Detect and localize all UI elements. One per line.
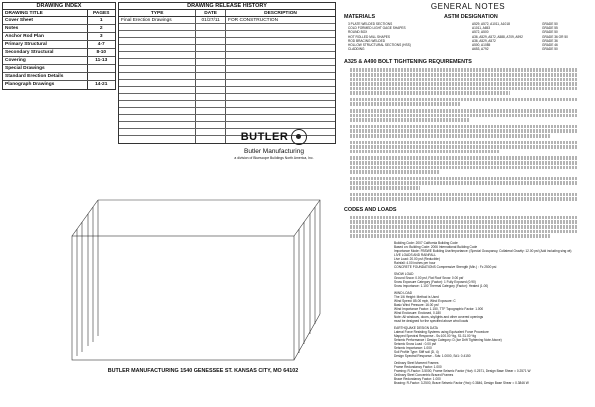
table-row	[119, 31, 335, 38]
load-line: SNOW LOAD	[394, 271, 414, 276]
drawing-pages: 8-10	[96, 50, 107, 55]
drawing-index-header	[3, 10, 115, 17]
release-date: 01/27/11	[196, 17, 226, 23]
paragraph	[344, 109, 592, 122]
material-item: COLD FORMED LIGHT GAGE SHAPES	[348, 26, 406, 31]
material-grade-value: GRADE 36 OR 50	[542, 34, 568, 39]
load-line: EARTHQUAKE DESIGN DATA	[394, 325, 438, 330]
empty-cell	[196, 94, 226, 100]
paragraph	[344, 193, 592, 201]
drawing-title: Secondary Structural	[3, 49, 88, 56]
text-line	[350, 102, 460, 106]
drawing-pages: 2	[99, 26, 103, 31]
empty-cell	[196, 59, 226, 65]
text-line	[350, 118, 470, 122]
codes-intro-text	[344, 216, 592, 238]
material-grade-value: GRADE 50	[542, 47, 558, 52]
paragraph	[344, 156, 592, 173]
drawing-index-table	[2, 2, 116, 90]
materials-table	[344, 22, 592, 51]
material-item: ROUND BOX	[348, 30, 368, 35]
material-astm-value: A36, A529, A572	[472, 38, 496, 43]
load-line: Bracing: R-Factor: 3.2500, Brace Seismic Factor (%w): 0.3846, Design Base Shear = 0.3846 W	[394, 380, 529, 385]
empty-cell	[226, 115, 335, 121]
text-line	[350, 91, 510, 95]
drawing-pages	[88, 73, 116, 80]
table-row	[119, 45, 335, 52]
material-astm	[472, 22, 542, 51]
empty-cell	[226, 101, 335, 107]
release-history-header	[119, 10, 335, 17]
butler-logo	[218, 128, 330, 160]
text-line	[350, 98, 578, 102]
table-row	[3, 25, 115, 33]
material-item: ROD BRACING WELDED	[348, 38, 386, 43]
empty-cell	[119, 31, 196, 37]
text-line	[350, 186, 420, 190]
table-row	[119, 87, 335, 94]
load-line: Seismic Snow Load : 0.00 psf	[394, 341, 436, 346]
empty-cell	[119, 87, 196, 93]
table-row	[3, 33, 115, 41]
material-grade-value: GRADE 46	[542, 42, 558, 47]
release-empty-rows	[119, 24, 335, 143]
load-line: Lateral Force Resisting Systems using Equivalent Force Procedure	[394, 329, 489, 334]
release-history-title: DRAWING RELEASE HISTORY	[119, 3, 335, 10]
text-line	[350, 177, 578, 181]
load-line: Design Spectral Response - Sds: 1.0000, Sd1: 0.4150	[394, 353, 471, 358]
empty-cell	[226, 94, 335, 100]
text-line	[350, 225, 578, 229]
text-line	[350, 82, 578, 86]
table-row	[119, 38, 335, 45]
material-grade-value: GRADE 36	[542, 38, 558, 43]
text-line	[350, 197, 578, 201]
load-line: Wind Importance Factor: 1.150, TTF Topographic Factor: 1.000	[394, 306, 484, 311]
load-line: Frame Redundancy Factor: 1.000	[394, 364, 442, 369]
load-line: Seismic Importance: 1.000	[394, 345, 432, 350]
empty-cell	[196, 115, 226, 121]
empty-cell	[119, 94, 196, 100]
drawing-title: Special Drawings	[3, 65, 88, 72]
empty-cell	[196, 101, 226, 107]
text-line	[350, 109, 578, 113]
paragraph	[344, 125, 592, 138]
table-row	[119, 52, 335, 59]
text-line	[350, 145, 578, 149]
empty-cell	[196, 45, 226, 51]
loads-list	[394, 241, 592, 385]
text-line	[350, 73, 578, 77]
drawing-pages	[88, 65, 116, 72]
table-row	[119, 59, 335, 66]
text-line	[350, 134, 550, 138]
release-description: FOR CONSTRUCTION	[228, 18, 279, 23]
empty-cell	[226, 45, 335, 51]
empty-cell	[196, 80, 226, 86]
text-line	[350, 234, 550, 238]
text-line	[350, 170, 440, 174]
material-item: CLADDING	[348, 47, 365, 52]
table-row	[3, 73, 115, 81]
material-items	[344, 22, 472, 51]
load-line: Snow Exposure Category (Factor): 1 Fully Exposed (0.90)	[394, 279, 476, 284]
material-item: 3 PLATE WELDED SECTIONS	[348, 22, 393, 26]
paragraph	[344, 216, 592, 238]
drawing-title: Cover Sheet	[3, 17, 88, 24]
empty-cell	[196, 108, 226, 114]
load-line: The 1/6 Height: Method is Used	[394, 294, 439, 299]
text-line	[350, 68, 578, 72]
empty-cell	[119, 66, 196, 72]
material-astm-value: A572, A500	[472, 30, 489, 35]
table-row	[3, 41, 115, 49]
empty-cell	[226, 38, 335, 44]
text-line	[350, 230, 578, 234]
header-description: DESCRIPTION	[264, 11, 297, 16]
material-item: HOLLOW STRUCTURAL SECTIONS (HSS)	[348, 42, 411, 47]
drawing-index-title: DRAWING INDEX	[3, 3, 115, 10]
paragraph	[344, 68, 592, 95]
text-line	[350, 220, 578, 224]
load-line: Ordinary Steel Concentric Braced Frames	[394, 372, 454, 377]
load-line: Soil Profile Type: Stiff soil (D, 4)	[394, 349, 439, 354]
drawing-pages: 11-13	[95, 58, 108, 63]
empty-cell	[226, 80, 335, 86]
building-wireframe	[70, 196, 326, 364]
empty-cell	[119, 136, 196, 143]
empty-cell	[119, 129, 196, 135]
load-line: must be designed for the specified above wind loads	[394, 318, 469, 323]
empty-cell	[119, 73, 196, 79]
load-line: Mapped Spectral Response - Ss:100.00 %g, S1:31.00 %g	[394, 333, 477, 338]
load-line: LIVE LOADS AND RAINFALL	[394, 252, 436, 257]
material-astm-value: A529, A572, A1011, A1018	[472, 22, 510, 26]
text-line	[350, 78, 578, 82]
bolt-tightening-text	[344, 68, 592, 200]
empty-cell	[226, 87, 335, 93]
table-row	[119, 73, 335, 80]
load-line: Wind Speed: 85.00 mph, Wind Exposure: C	[394, 298, 456, 303]
empty-cell	[226, 108, 335, 114]
text-line	[350, 156, 578, 160]
company-name: Butler Manufacturing	[244, 148, 304, 155]
empty-cell	[119, 45, 196, 51]
load-line: Note: All windows, doors, skylights and other covered openings	[394, 314, 484, 319]
header-type: TYPE	[119, 10, 196, 16]
empty-cell	[196, 87, 226, 93]
empty-cell	[196, 24, 226, 30]
text-line	[350, 216, 578, 220]
release-type: Final Erection Drawings	[119, 17, 196, 23]
table-row	[119, 108, 335, 115]
header-date: DATE	[196, 10, 226, 16]
empty-cell	[119, 122, 196, 128]
material-astm-value: A36, A529, A572, A588, A709, A992	[472, 34, 523, 39]
table-row	[119, 80, 335, 87]
empty-cell	[119, 101, 196, 107]
material-astm-value: A1011, A653	[472, 26, 491, 31]
load-line: WIND LOAD	[394, 290, 413, 295]
drawing-title: Covering	[3, 57, 88, 64]
empty-cell	[119, 115, 196, 121]
table-row	[3, 65, 115, 73]
bolt-tightening-title: A325 & A490 BOLT TIGHTENING REQUIREMENTS	[344, 59, 472, 66]
load-line: CONCRETE FOUNDATIONS Compressive Strength (Min.) : Fc 2500 psi	[394, 264, 497, 269]
material-item: HOT ROLLED MILL SHAPES	[348, 34, 390, 39]
header-drawing-title: DRAWING TITLE	[3, 10, 88, 16]
text-line	[350, 161, 578, 165]
table-row	[3, 81, 115, 89]
material-grade-value: GRADE 50	[542, 22, 558, 26]
empty-cell	[226, 52, 335, 58]
load-line: Ground Snow: 0.00 psf, Flat Roof Snow: 0.00 psf	[394, 275, 464, 280]
empty-cell	[226, 24, 335, 30]
text-line	[350, 141, 578, 145]
text-line	[350, 129, 578, 133]
empty-cell	[119, 52, 196, 58]
empty-cell	[196, 52, 226, 58]
empty-cell	[119, 108, 196, 114]
empty-cell	[119, 38, 196, 44]
load-line: Importance Mode: FBSWE Building Use/Importance: (Special Occupancy, Collateral Gravity: 12.00 psf (Add including sing wt)	[394, 248, 572, 253]
text-line	[350, 181, 578, 185]
drawing-pages: 1	[99, 18, 103, 23]
header-pages: PAGES	[93, 11, 110, 16]
load-line: Building Code: 2007 California Building Code	[394, 240, 458, 245]
load-line: Framing: R-Factor: 3.5000, Frame Seismic Factor (%w): 0.2571, Design Base Shear = 0.2571 W	[394, 368, 531, 373]
material-grade-value: GRADE 55	[542, 26, 558, 31]
load-line: Wind Enclosure: Enclosed, 0.180	[394, 310, 441, 315]
empty-cell	[119, 24, 196, 30]
text-line	[350, 125, 578, 129]
empty-cell	[119, 80, 196, 86]
drawing-title: Anchor Rod Plan	[3, 33, 88, 40]
table-row	[3, 17, 115, 25]
table-row	[119, 66, 335, 73]
empty-cell	[196, 38, 226, 44]
drawing-title: Standard Erection Details	[3, 73, 88, 80]
text-line	[350, 193, 578, 197]
paragraph	[344, 141, 592, 154]
load-line: Basic Wind Pressure: 16.00 psf	[394, 302, 439, 307]
empty-cell	[196, 31, 226, 37]
empty-cell	[119, 59, 196, 65]
text-line	[350, 87, 578, 91]
table-row	[3, 57, 115, 65]
empty-cell	[196, 66, 226, 72]
drawing-pages: 3	[99, 34, 103, 39]
drawing-pages: 14-21	[95, 82, 108, 87]
drawing-title: Planograph Drawings	[3, 81, 88, 89]
butler-seal-icon	[291, 129, 307, 145]
material-astm-value: A653, A792	[472, 47, 489, 52]
codes-loads-title: CODES AND LOADS	[344, 206, 397, 213]
material-astm-value: A500, A1085	[472, 42, 491, 47]
load-line: Snow Importance: 1.100 Thermal Category (Factor): Heated (1.00)	[394, 283, 489, 288]
load-line: Rainfall: 4.00 inches per hour	[394, 260, 436, 265]
footer-address: BUTLER MANUFACTURING 1540 GENESSEE ST. KANSAS CITY, MO 64102	[107, 368, 299, 374]
drawing-title: Notes	[3, 25, 88, 32]
general-notes-title: GENERAL NOTES	[430, 2, 506, 11]
materials-title: MATERIALS	[344, 14, 376, 20]
empty-cell	[226, 31, 335, 37]
table-row	[119, 115, 335, 122]
division-text: a division of Bluescope Buildings North America, Inc.	[234, 156, 314, 160]
load-line: Live Load: 20.00 psf (Reducible)	[394, 256, 440, 261]
table-row	[119, 17, 335, 24]
text-line	[350, 166, 578, 170]
empty-cell	[226, 59, 335, 65]
table-row	[3, 49, 115, 57]
brand-name: BUTLER	[240, 130, 289, 143]
load-line: Seismic Performance / Design Category: D (Ice Drift Tightening Note Above)	[394, 337, 502, 342]
empty-cell	[226, 73, 335, 79]
load-line: Ordinary Steel Moment Frames	[394, 360, 439, 365]
general-notes-panel	[344, 2, 592, 405]
text-line	[350, 114, 578, 118]
material-grade	[542, 22, 582, 51]
text-line	[350, 150, 500, 154]
load-line: Based on: Building Code: 2006 International Building Code	[394, 244, 478, 249]
paragraph	[344, 98, 592, 106]
drawing-title: Primary Structural	[3, 41, 88, 48]
materials-header	[344, 14, 592, 20]
drawing-pages: 4-7	[97, 42, 105, 47]
table-row	[119, 94, 335, 101]
paragraph	[344, 177, 592, 190]
empty-cell	[196, 73, 226, 79]
load-line: Brace Redundancy Factor: 1.000	[394, 376, 441, 381]
material-grade-value: GRADE 50	[542, 30, 558, 35]
empty-cell	[226, 66, 335, 72]
table-row	[119, 24, 335, 31]
table-row	[119, 101, 335, 108]
release-history-table	[118, 2, 336, 144]
astm-title: ASTM DESIGNATION	[444, 14, 498, 20]
